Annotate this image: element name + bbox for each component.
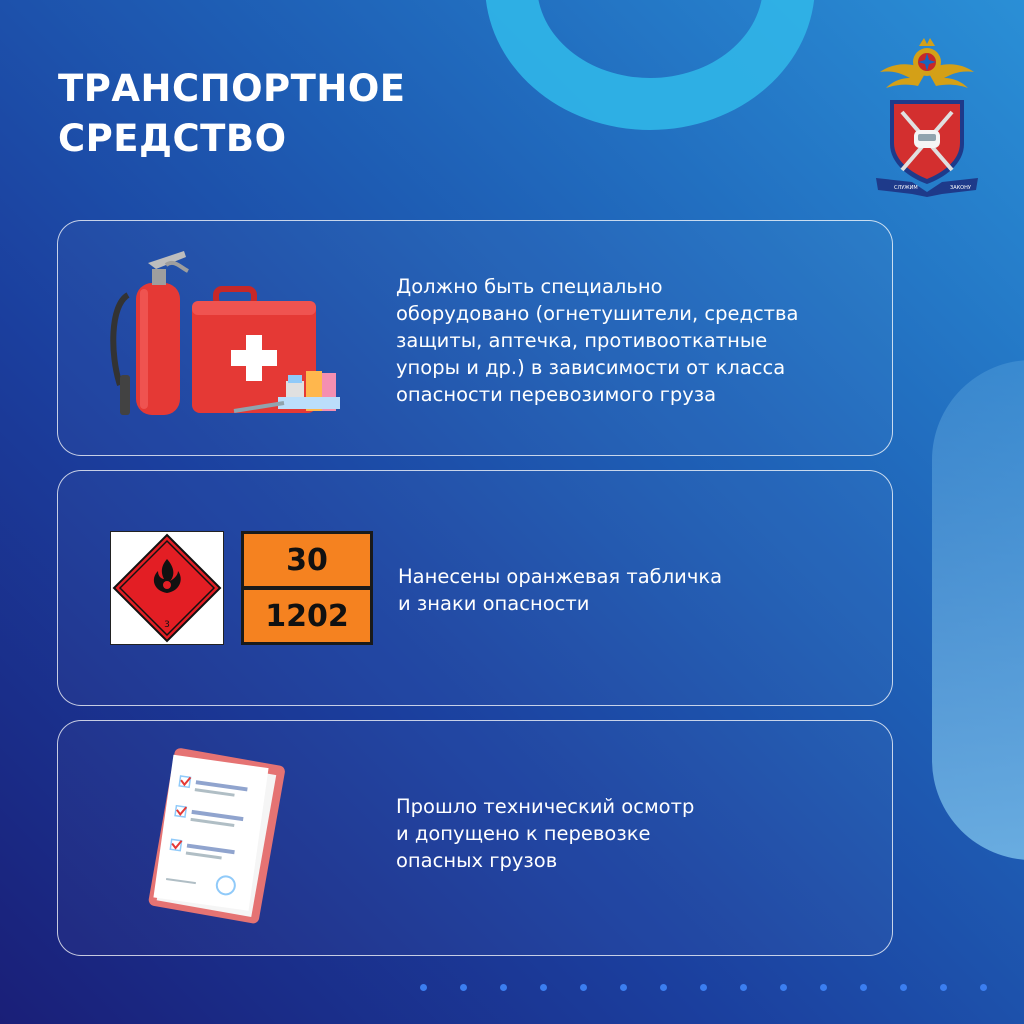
equipment-illustration — [108, 245, 348, 420]
flammable-hazard-sign-icon — [110, 531, 224, 645]
card-signs-text: Нанесены оранжевая табличка и знаки опасности — [398, 565, 723, 615]
card-inspection — [57, 720, 893, 956]
pagination-dot — [940, 984, 947, 991]
pagination-dot — [660, 984, 667, 991]
plate-un-number: 1202 — [244, 590, 370, 642]
pagination-dot — [620, 984, 627, 991]
fire-extinguisher-icon — [113, 251, 188, 415]
checklist-document-icon — [132, 745, 292, 935]
pagination-dot — [420, 984, 427, 991]
pagination-dot — [980, 984, 987, 991]
pagination-dot — [780, 984, 787, 991]
pagination-dot — [700, 984, 707, 991]
pagination-dot — [860, 984, 867, 991]
pagination-dot — [500, 984, 507, 991]
pagination-dot — [820, 984, 827, 991]
hazard-class-number: 3 — [164, 620, 170, 630]
orange-plate-icon — [241, 531, 373, 645]
card-equipment-text: Должно быть специально оборудовано (огнетушители, средства защиты, аптечка, противооткатные упоры и др.) в зависимости от класса опасности перевозимого груза — [396, 275, 799, 406]
card-inspection-text: Прошло технический осмотр и допущено к перевозке опасных грузов — [396, 795, 695, 872]
pagination-dots — [420, 984, 1000, 994]
plate-hazard-code: 30 — [244, 534, 370, 586]
page-title: ТРАНСПОРТНОЕ СРЕДСТВО — [58, 67, 406, 160]
pagination-dot — [900, 984, 907, 991]
pagination-dot — [580, 984, 587, 991]
pagination-dot — [460, 984, 467, 991]
pagination-dot — [740, 984, 747, 991]
police-emblem-icon — [872, 32, 982, 197]
emblem-ribbon-text: ЗАКОНУ — [950, 185, 971, 191]
pagination-dot — [540, 984, 547, 991]
card-signs — [57, 470, 893, 706]
decorative-ring — [485, 0, 815, 130]
decorative-pill — [932, 360, 1024, 860]
card-equipment — [57, 220, 893, 456]
emblem-ribbon-text: СЛУЖИМ — [894, 185, 918, 191]
